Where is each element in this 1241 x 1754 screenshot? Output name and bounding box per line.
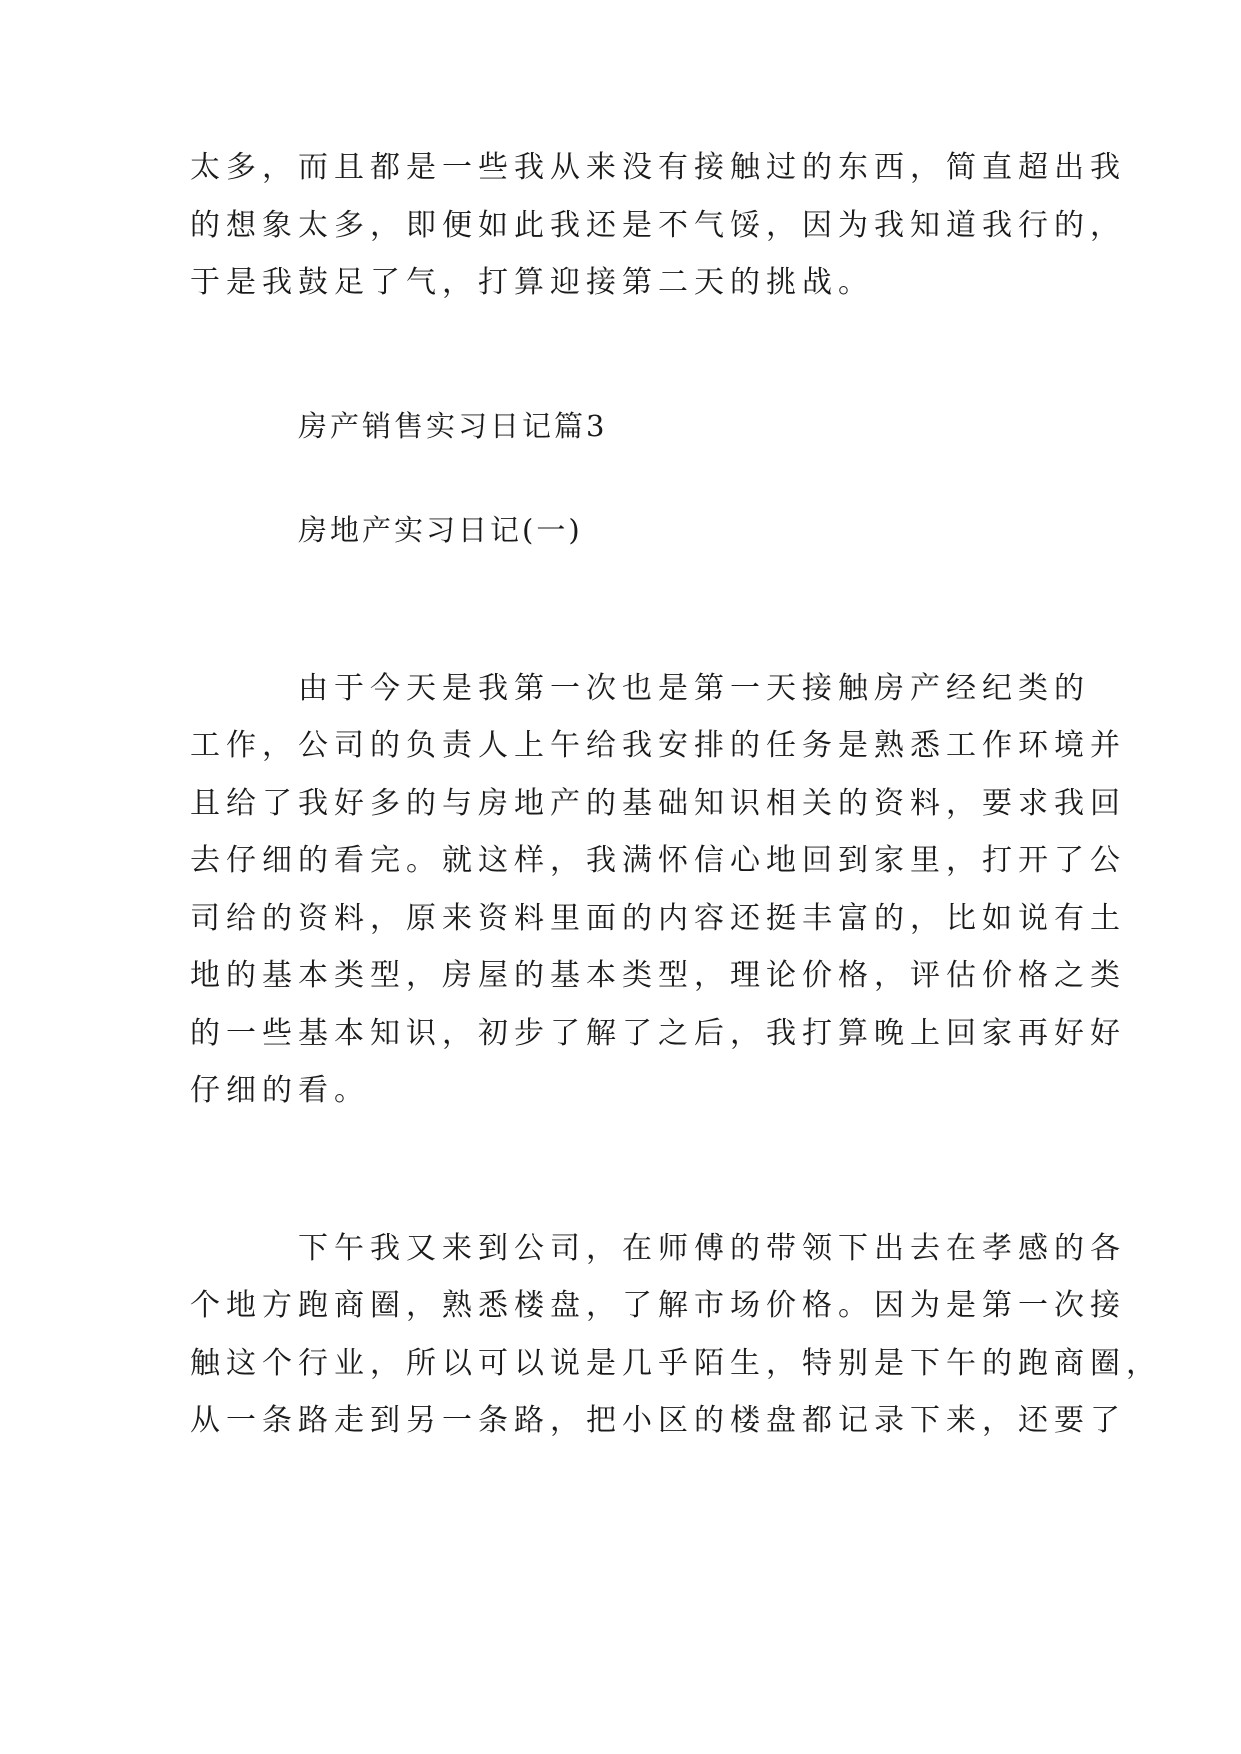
paragraph-line: 下午我又来到公司，在师傅的带领下出去在孝感的各 [298,1231,1126,1266]
paragraph-line: 地的基本类型，房屋的基本类型，理论价格，评估价格之类 [190,958,1126,993]
paragraph-line: 的一些基本知识，初步了解了之后，我打算晚上回家再好好 [190,1016,1126,1051]
paragraph-line: 且给了我好多的与房地产的基础知识相关的资料，要求我回 [190,786,1126,821]
paragraph-line: 个地方跑商圈，熟悉楼盘，了解市场价格。因为是第一次接 [190,1288,1126,1323]
paragraph-line: 太多，而且都是一些我从来没有接触过的东西，简直超出我 [190,150,1126,185]
paragraph-line: 从一条路走到另一条路，把小区的楼盘都记录下来，还要了 [190,1403,1126,1438]
section-title: 房产销售实习日记篇3 [298,409,608,443]
paragraph-line: 司给的资料，原来资料里面的内容还挺丰富的，比如说有土 [190,901,1126,936]
subtitle: 房地产实习日记(一) [298,513,583,547]
paragraph-line: 去仔细的看完。就这样，我满怀信心地回到家里，打开了公 [190,843,1126,878]
paragraph-line: 仔细的看。 [190,1073,370,1108]
paragraph-line: 于是我鼓足了气，打算迎接第二天的挑战。 [190,265,874,300]
paragraph-line: 工作，公司的负责人上午给我安排的任务是熟悉工作环境并 [190,728,1126,763]
paragraph-line: 触这个行业，所以可以说是几乎陌生，特别是下午的跑商圈， [190,1346,1162,1381]
paragraph-line: 的想象太多，即便如此我还是不气馁，因为我知道我行的， [190,208,1126,243]
paragraph-line: 由于今天是我第一次也是第一天接触房产经纪类的 [298,671,1090,706]
